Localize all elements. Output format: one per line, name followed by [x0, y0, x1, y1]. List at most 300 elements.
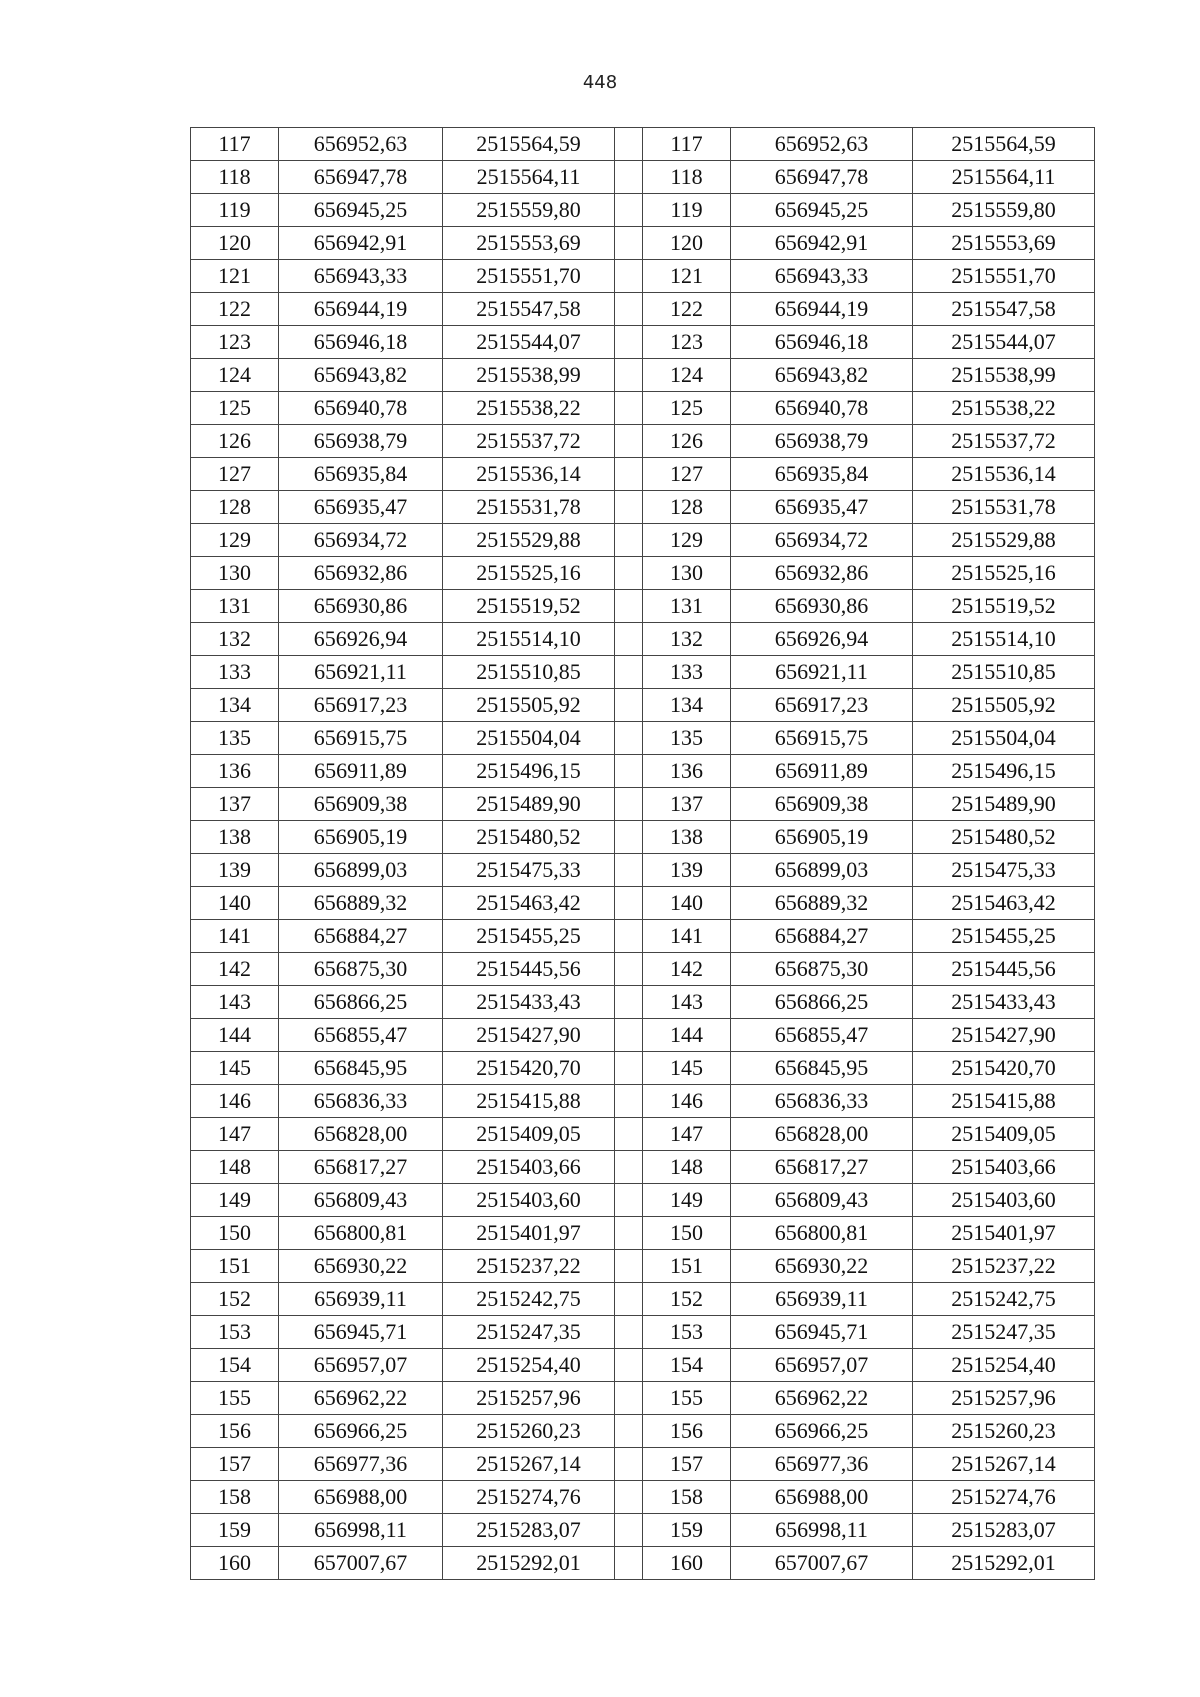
left-point-number-cell: 154 [191, 1349, 279, 1382]
right-y-coordinate-cell: 2515559,80 [913, 194, 1095, 227]
right-x-coordinate-cell: 656899,03 [731, 854, 913, 887]
spacer-cell [615, 656, 643, 689]
left-x-coordinate-cell: 656926,94 [279, 623, 443, 656]
right-point-number-cell: 155 [643, 1382, 731, 1415]
left-point-number-cell: 140 [191, 887, 279, 920]
left-point-number-cell: 138 [191, 821, 279, 854]
right-point-number-cell: 119 [643, 194, 731, 227]
right-y-coordinate-cell: 2515433,43 [913, 986, 1095, 1019]
left-y-coordinate-cell: 2515536,14 [443, 458, 615, 491]
left-point-number-cell: 135 [191, 722, 279, 755]
left-y-coordinate-cell: 2515551,70 [443, 260, 615, 293]
left-x-coordinate-cell: 656800,81 [279, 1217, 443, 1250]
left-y-coordinate-cell: 2515525,16 [443, 557, 615, 590]
left-point-number-cell: 158 [191, 1481, 279, 1514]
right-x-coordinate-cell: 656935,47 [731, 491, 913, 524]
right-y-coordinate-cell: 2515564,59 [913, 128, 1095, 161]
right-point-number-cell: 127 [643, 458, 731, 491]
left-y-coordinate-cell: 2515409,05 [443, 1118, 615, 1151]
left-point-number-cell: 145 [191, 1052, 279, 1085]
right-point-number-cell: 133 [643, 656, 731, 689]
left-x-coordinate-cell: 656884,27 [279, 920, 443, 953]
left-point-number-cell: 160 [191, 1547, 279, 1580]
spacer-cell [615, 458, 643, 491]
table-row [191, 1448, 1095, 1481]
spacer-cell [615, 821, 643, 854]
left-point-number-cell: 127 [191, 458, 279, 491]
table-row [191, 1547, 1095, 1580]
right-y-coordinate-cell: 2515489,90 [913, 788, 1095, 821]
right-point-number-cell: 123 [643, 326, 731, 359]
right-y-coordinate-cell: 2515505,92 [913, 689, 1095, 722]
left-point-number-cell: 150 [191, 1217, 279, 1250]
left-y-coordinate-cell: 2515531,78 [443, 491, 615, 524]
left-y-coordinate-cell: 2515433,43 [443, 986, 615, 1019]
right-point-number-cell: 149 [643, 1184, 731, 1217]
left-y-coordinate-cell: 2515480,52 [443, 821, 615, 854]
left-x-coordinate-cell: 656947,78 [279, 161, 443, 194]
page-number: 448 [582, 72, 618, 93]
left-y-coordinate-cell: 2515505,92 [443, 689, 615, 722]
right-point-number-cell: 118 [643, 161, 731, 194]
left-point-number-cell: 128 [191, 491, 279, 524]
right-y-coordinate-cell: 2515274,76 [913, 1481, 1095, 1514]
right-point-number-cell: 129 [643, 524, 731, 557]
right-y-coordinate-cell: 2515475,33 [913, 854, 1095, 887]
table-row [191, 1415, 1095, 1448]
left-y-coordinate-cell: 2515553,69 [443, 227, 615, 260]
right-point-number-cell: 146 [643, 1085, 731, 1118]
spacer-cell [615, 1283, 643, 1316]
left-point-number-cell: 155 [191, 1382, 279, 1415]
right-y-coordinate-cell: 2515242,75 [913, 1283, 1095, 1316]
right-point-number-cell: 141 [643, 920, 731, 953]
left-y-coordinate-cell: 2515427,90 [443, 1019, 615, 1052]
table-row [191, 986, 1095, 1019]
table-row [191, 392, 1095, 425]
right-x-coordinate-cell: 656915,75 [731, 722, 913, 755]
table-row [191, 1250, 1095, 1283]
right-x-coordinate-cell: 657007,67 [731, 1547, 913, 1580]
left-x-coordinate-cell: 656934,72 [279, 524, 443, 557]
left-x-coordinate-cell: 656988,00 [279, 1481, 443, 1514]
left-y-coordinate-cell: 2515564,11 [443, 161, 615, 194]
left-point-number-cell: 153 [191, 1316, 279, 1349]
left-x-coordinate-cell: 656930,22 [279, 1250, 443, 1283]
left-x-coordinate-cell: 656957,07 [279, 1349, 443, 1382]
left-point-number-cell: 144 [191, 1019, 279, 1052]
right-y-coordinate-cell: 2515538,22 [913, 392, 1095, 425]
spacer-cell [615, 1349, 643, 1382]
table-row [191, 755, 1095, 788]
left-point-number-cell: 136 [191, 755, 279, 788]
right-point-number-cell: 144 [643, 1019, 731, 1052]
right-y-coordinate-cell: 2515427,90 [913, 1019, 1095, 1052]
spacer-cell [615, 788, 643, 821]
right-y-coordinate-cell: 2515267,14 [913, 1448, 1095, 1481]
left-x-coordinate-cell: 656946,18 [279, 326, 443, 359]
left-y-coordinate-cell: 2515564,59 [443, 128, 615, 161]
right-y-coordinate-cell: 2515537,72 [913, 425, 1095, 458]
spacer-cell [615, 590, 643, 623]
left-y-coordinate-cell: 2515537,72 [443, 425, 615, 458]
right-x-coordinate-cell: 656952,63 [731, 128, 913, 161]
left-y-coordinate-cell: 2515559,80 [443, 194, 615, 227]
spacer-cell [615, 293, 643, 326]
left-y-coordinate-cell: 2515401,97 [443, 1217, 615, 1250]
left-y-coordinate-cell: 2515547,58 [443, 293, 615, 326]
table-row [191, 854, 1095, 887]
left-x-coordinate-cell: 656915,75 [279, 722, 443, 755]
left-y-coordinate-cell: 2515529,88 [443, 524, 615, 557]
right-point-number-cell: 135 [643, 722, 731, 755]
left-x-coordinate-cell: 656909,38 [279, 788, 443, 821]
left-x-coordinate-cell: 656945,71 [279, 1316, 443, 1349]
spacer-cell [615, 755, 643, 788]
spacer-cell [615, 854, 643, 887]
spacer-cell [615, 128, 643, 161]
spacer-cell [615, 1514, 643, 1547]
left-point-number-cell: 132 [191, 623, 279, 656]
left-point-number-cell: 118 [191, 161, 279, 194]
right-y-coordinate-cell: 2515538,99 [913, 359, 1095, 392]
table-row [191, 1481, 1095, 1514]
spacer-cell [615, 1382, 643, 1415]
table-row [191, 887, 1095, 920]
spacer-cell [615, 557, 643, 590]
right-y-coordinate-cell: 2515403,66 [913, 1151, 1095, 1184]
left-point-number-cell: 131 [191, 590, 279, 623]
spacer-cell [615, 1085, 643, 1118]
right-point-number-cell: 145 [643, 1052, 731, 1085]
table-row [191, 557, 1095, 590]
left-point-number-cell: 159 [191, 1514, 279, 1547]
right-point-number-cell: 156 [643, 1415, 731, 1448]
right-y-coordinate-cell: 2515409,05 [913, 1118, 1095, 1151]
left-point-number-cell: 151 [191, 1250, 279, 1283]
right-point-number-cell: 121 [643, 260, 731, 293]
table-row [191, 524, 1095, 557]
left-y-coordinate-cell: 2515415,88 [443, 1085, 615, 1118]
right-x-coordinate-cell: 656988,00 [731, 1481, 913, 1514]
table-row [191, 656, 1095, 689]
left-point-number-cell: 123 [191, 326, 279, 359]
left-y-coordinate-cell: 2515496,15 [443, 755, 615, 788]
right-y-coordinate-cell: 2515496,15 [913, 755, 1095, 788]
right-x-coordinate-cell: 656800,81 [731, 1217, 913, 1250]
left-y-coordinate-cell: 2515504,04 [443, 722, 615, 755]
right-point-number-cell: 159 [643, 1514, 731, 1547]
left-y-coordinate-cell: 2515510,85 [443, 656, 615, 689]
right-point-number-cell: 130 [643, 557, 731, 590]
right-y-coordinate-cell: 2515547,58 [913, 293, 1095, 326]
table-row [191, 788, 1095, 821]
left-y-coordinate-cell: 2515455,25 [443, 920, 615, 953]
spacer-cell [615, 227, 643, 260]
right-y-coordinate-cell: 2515283,07 [913, 1514, 1095, 1547]
right-point-number-cell: 134 [643, 689, 731, 722]
right-point-number-cell: 126 [643, 425, 731, 458]
spacer-cell [615, 161, 643, 194]
right-y-coordinate-cell: 2515292,01 [913, 1547, 1095, 1580]
right-y-coordinate-cell: 2515525,16 [913, 557, 1095, 590]
right-y-coordinate-cell: 2515257,96 [913, 1382, 1095, 1415]
left-x-coordinate-cell: 656899,03 [279, 854, 443, 887]
right-point-number-cell: 154 [643, 1349, 731, 1382]
left-point-number-cell: 149 [191, 1184, 279, 1217]
spacer-cell [615, 1316, 643, 1349]
right-point-number-cell: 148 [643, 1151, 731, 1184]
right-point-number-cell: 122 [643, 293, 731, 326]
left-y-coordinate-cell: 2515463,42 [443, 887, 615, 920]
left-x-coordinate-cell: 656945,25 [279, 194, 443, 227]
left-x-coordinate-cell: 656944,19 [279, 293, 443, 326]
right-y-coordinate-cell: 2515463,42 [913, 887, 1095, 920]
left-y-coordinate-cell: 2515403,66 [443, 1151, 615, 1184]
right-x-coordinate-cell: 656935,84 [731, 458, 913, 491]
right-x-coordinate-cell: 656917,23 [731, 689, 913, 722]
left-point-number-cell: 125 [191, 392, 279, 425]
spacer-cell [615, 1481, 643, 1514]
left-x-coordinate-cell: 656977,36 [279, 1448, 443, 1481]
left-x-coordinate-cell: 656938,79 [279, 425, 443, 458]
table-row [191, 590, 1095, 623]
right-x-coordinate-cell: 656889,32 [731, 887, 913, 920]
spacer-cell [615, 524, 643, 557]
left-y-coordinate-cell: 2515283,07 [443, 1514, 615, 1547]
table-row [191, 293, 1095, 326]
right-x-coordinate-cell: 656809,43 [731, 1184, 913, 1217]
left-y-coordinate-cell: 2515242,75 [443, 1283, 615, 1316]
spacer-cell [615, 425, 643, 458]
right-point-number-cell: 137 [643, 788, 731, 821]
left-x-coordinate-cell: 656939,11 [279, 1283, 443, 1316]
left-x-coordinate-cell: 656889,32 [279, 887, 443, 920]
table-row [191, 326, 1095, 359]
right-y-coordinate-cell: 2515403,60 [913, 1184, 1095, 1217]
table-row [191, 194, 1095, 227]
right-point-number-cell: 153 [643, 1316, 731, 1349]
left-y-coordinate-cell: 2515257,96 [443, 1382, 615, 1415]
right-y-coordinate-cell: 2515237,22 [913, 1250, 1095, 1283]
left-point-number-cell: 133 [191, 656, 279, 689]
table-row [191, 1217, 1095, 1250]
left-x-coordinate-cell: 656828,00 [279, 1118, 443, 1151]
left-point-number-cell: 121 [191, 260, 279, 293]
spacer-cell [615, 326, 643, 359]
right-point-number-cell: 150 [643, 1217, 731, 1250]
spacer-cell [615, 194, 643, 227]
right-x-coordinate-cell: 656943,33 [731, 260, 913, 293]
table-row [191, 161, 1095, 194]
right-y-coordinate-cell: 2515531,78 [913, 491, 1095, 524]
right-y-coordinate-cell: 2515536,14 [913, 458, 1095, 491]
right-x-coordinate-cell: 656942,91 [731, 227, 913, 260]
table-row [191, 227, 1095, 260]
right-x-coordinate-cell: 656945,71 [731, 1316, 913, 1349]
left-y-coordinate-cell: 2515403,60 [443, 1184, 615, 1217]
left-y-coordinate-cell: 2515489,90 [443, 788, 615, 821]
left-point-number-cell: 120 [191, 227, 279, 260]
left-point-number-cell: 142 [191, 953, 279, 986]
table-row [191, 689, 1095, 722]
right-y-coordinate-cell: 2515415,88 [913, 1085, 1095, 1118]
right-point-number-cell: 117 [643, 128, 731, 161]
right-x-coordinate-cell: 656836,33 [731, 1085, 913, 1118]
right-point-number-cell: 157 [643, 1448, 731, 1481]
right-x-coordinate-cell: 656828,00 [731, 1118, 913, 1151]
right-y-coordinate-cell: 2515247,35 [913, 1316, 1095, 1349]
left-x-coordinate-cell: 656836,33 [279, 1085, 443, 1118]
right-x-coordinate-cell: 656940,78 [731, 392, 913, 425]
left-x-coordinate-cell: 656809,43 [279, 1184, 443, 1217]
right-point-number-cell: 143 [643, 986, 731, 1019]
right-y-coordinate-cell: 2515553,69 [913, 227, 1095, 260]
table-row [191, 1349, 1095, 1382]
left-x-coordinate-cell: 656930,86 [279, 590, 443, 623]
spacer-cell [615, 1019, 643, 1052]
left-point-number-cell: 143 [191, 986, 279, 1019]
table-row [191, 953, 1095, 986]
right-y-coordinate-cell: 2515551,70 [913, 260, 1095, 293]
table-row [191, 491, 1095, 524]
left-x-coordinate-cell: 656940,78 [279, 392, 443, 425]
right-x-coordinate-cell: 656998,11 [731, 1514, 913, 1547]
right-y-coordinate-cell: 2515529,88 [913, 524, 1095, 557]
spacer-cell [615, 953, 643, 986]
table-row [191, 722, 1095, 755]
spacer-cell [615, 623, 643, 656]
right-x-coordinate-cell: 656845,95 [731, 1052, 913, 1085]
right-x-coordinate-cell: 656921,11 [731, 656, 913, 689]
left-point-number-cell: 124 [191, 359, 279, 392]
right-x-coordinate-cell: 656930,86 [731, 590, 913, 623]
right-y-coordinate-cell: 2515260,23 [913, 1415, 1095, 1448]
spacer-cell [615, 1052, 643, 1085]
right-y-coordinate-cell: 2515544,07 [913, 326, 1095, 359]
right-x-coordinate-cell: 656962,22 [731, 1382, 913, 1415]
left-point-number-cell: 146 [191, 1085, 279, 1118]
left-point-number-cell: 137 [191, 788, 279, 821]
right-point-number-cell: 138 [643, 821, 731, 854]
right-x-coordinate-cell: 656855,47 [731, 1019, 913, 1052]
left-x-coordinate-cell: 656998,11 [279, 1514, 443, 1547]
left-point-number-cell: 130 [191, 557, 279, 590]
left-x-coordinate-cell: 656845,95 [279, 1052, 443, 1085]
right-x-coordinate-cell: 656905,19 [731, 821, 913, 854]
spacer-cell [615, 1118, 643, 1151]
right-point-number-cell: 147 [643, 1118, 731, 1151]
table-row [191, 1184, 1095, 1217]
right-point-number-cell: 124 [643, 359, 731, 392]
left-y-coordinate-cell: 2515274,76 [443, 1481, 615, 1514]
table-row [191, 458, 1095, 491]
spacer-cell [615, 359, 643, 392]
left-y-coordinate-cell: 2515254,40 [443, 1349, 615, 1382]
left-point-number-cell: 148 [191, 1151, 279, 1184]
left-y-coordinate-cell: 2515445,56 [443, 953, 615, 986]
table-row [191, 260, 1095, 293]
left-x-coordinate-cell: 656935,84 [279, 458, 443, 491]
right-point-number-cell: 136 [643, 755, 731, 788]
right-point-number-cell: 160 [643, 1547, 731, 1580]
right-x-coordinate-cell: 656957,07 [731, 1349, 913, 1382]
spacer-cell [615, 1217, 643, 1250]
left-point-number-cell: 157 [191, 1448, 279, 1481]
left-y-coordinate-cell: 2515544,07 [443, 326, 615, 359]
left-point-number-cell: 139 [191, 854, 279, 887]
right-y-coordinate-cell: 2515420,70 [913, 1052, 1095, 1085]
left-y-coordinate-cell: 2515538,22 [443, 392, 615, 425]
right-y-coordinate-cell: 2515519,52 [913, 590, 1095, 623]
left-x-coordinate-cell: 656917,23 [279, 689, 443, 722]
right-x-coordinate-cell: 656947,78 [731, 161, 913, 194]
table-row [191, 1283, 1095, 1316]
left-point-number-cell: 117 [191, 128, 279, 161]
right-y-coordinate-cell: 2515564,11 [913, 161, 1095, 194]
spacer-cell [615, 986, 643, 1019]
table-row [191, 1514, 1095, 1547]
left-point-number-cell: 126 [191, 425, 279, 458]
right-point-number-cell: 120 [643, 227, 731, 260]
left-x-coordinate-cell: 656962,22 [279, 1382, 443, 1415]
table-row [191, 359, 1095, 392]
left-x-coordinate-cell: 656932,86 [279, 557, 443, 590]
right-x-coordinate-cell: 656911,89 [731, 755, 913, 788]
right-y-coordinate-cell: 2515510,85 [913, 656, 1095, 689]
left-y-coordinate-cell: 2515267,14 [443, 1448, 615, 1481]
left-point-number-cell: 122 [191, 293, 279, 326]
right-x-coordinate-cell: 656938,79 [731, 425, 913, 458]
right-x-coordinate-cell: 656934,72 [731, 524, 913, 557]
table-row [191, 1118, 1095, 1151]
right-point-number-cell: 151 [643, 1250, 731, 1283]
spacer-cell [615, 1151, 643, 1184]
right-point-number-cell: 152 [643, 1283, 731, 1316]
right-x-coordinate-cell: 656946,18 [731, 326, 913, 359]
right-x-coordinate-cell: 656966,25 [731, 1415, 913, 1448]
right-x-coordinate-cell: 656817,27 [731, 1151, 913, 1184]
left-x-coordinate-cell: 656943,33 [279, 260, 443, 293]
right-x-coordinate-cell: 656926,94 [731, 623, 913, 656]
right-x-coordinate-cell: 656977,36 [731, 1448, 913, 1481]
spacer-cell [615, 491, 643, 524]
left-y-coordinate-cell: 2515538,99 [443, 359, 615, 392]
table-row [191, 623, 1095, 656]
spacer-cell [615, 1184, 643, 1217]
spacer-cell [615, 1250, 643, 1283]
right-x-coordinate-cell: 656884,27 [731, 920, 913, 953]
table-row [191, 1052, 1095, 1085]
right-point-number-cell: 140 [643, 887, 731, 920]
left-y-coordinate-cell: 2515260,23 [443, 1415, 615, 1448]
right-x-coordinate-cell: 656945,25 [731, 194, 913, 227]
spacer-cell [615, 1448, 643, 1481]
table-row [191, 1382, 1095, 1415]
left-x-coordinate-cell: 656866,25 [279, 986, 443, 1019]
right-x-coordinate-cell: 656943,82 [731, 359, 913, 392]
left-x-coordinate-cell: 656911,89 [279, 755, 443, 788]
right-point-number-cell: 142 [643, 953, 731, 986]
coordinates-table-body [191, 128, 1095, 1580]
right-point-number-cell: 125 [643, 392, 731, 425]
right-point-number-cell: 158 [643, 1481, 731, 1514]
right-y-coordinate-cell: 2515504,04 [913, 722, 1095, 755]
right-x-coordinate-cell: 656939,11 [731, 1283, 913, 1316]
left-point-number-cell: 156 [191, 1415, 279, 1448]
left-x-coordinate-cell: 656966,25 [279, 1415, 443, 1448]
table-row [191, 1019, 1095, 1052]
